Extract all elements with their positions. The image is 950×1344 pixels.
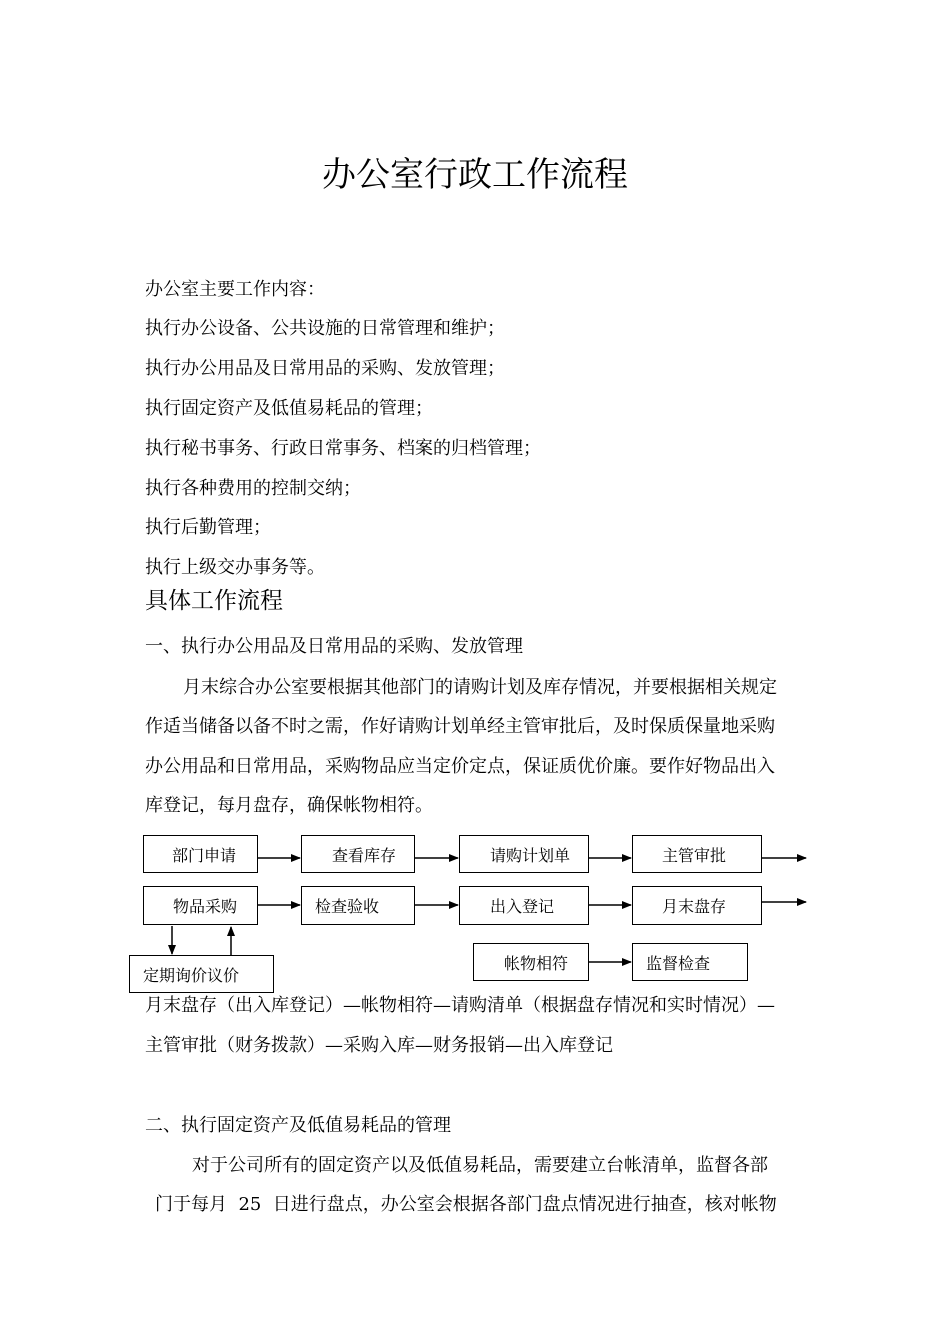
flow-box-in-out-registration: 出入登记 <box>459 886 589 925</box>
intro-item: 执行各种费用的控制交纳； <box>145 478 361 499</box>
flow-box-supervision-check: 监督检查 <box>632 943 748 981</box>
section1-paragraph-line: 作适当储备以备不时之需，作好请购计划单经主管审批后，及时保质保量地采购 <box>145 716 775 737</box>
flow-summary-line: 月末盘存（出入库登记）—帐物相符—请购清单（根据盘存情况和实时情况）— <box>145 995 775 1016</box>
flow-summary-line: 主管审批（财务拨款）—采购入库—财务报销—出入库登记 <box>145 1035 613 1056</box>
flow-box-supervisor-approval: 主管审批 <box>632 835 762 873</box>
section2-paragraph-line: 对于公司所有的固定资产以及低值易耗品，需要建立台帐清单，监督各部 <box>192 1155 768 1176</box>
flow-box-account-match: 帐物相符 <box>473 943 589 981</box>
flow-box-purchase-plan: 请购计划单 <box>459 835 589 873</box>
flow-box-inspection: 检查验收 <box>301 886 415 925</box>
intro-item: 执行后勤管理； <box>145 517 271 538</box>
section1-paragraph-line: 库登记，每月盘存，确保帐物相符。 <box>145 795 433 816</box>
section1-paragraph-line: 办公用品和日常用品，采购物品应当定价定点，保证质优价廉。要作好物品出入 <box>145 756 775 777</box>
intro-heading: 办公室主要工作内容： <box>145 279 325 300</box>
intro-item: 执行上级交办事务等。 <box>145 557 325 578</box>
flow-box-check-inventory: 查看库存 <box>301 835 415 873</box>
intro-item: 执行办公设备、公共设施的日常管理和维护； <box>145 318 505 339</box>
flow-box-periodic-price-inquiry: 定期询价议价 <box>129 955 274 993</box>
flow-box-department-request: 部门申请 <box>143 835 258 873</box>
page-title: 办公室行政工作流程 <box>322 155 628 195</box>
flow-box-item-purchase: 物品采购 <box>143 886 258 925</box>
intro-item: 执行固定资产及低值易耗品的管理； <box>145 398 433 419</box>
intro-item: 执行办公用品及日常用品的采购、发放管理； <box>145 358 505 379</box>
section2-paragraph-line: 门于每月 25 日进行盘点，办公室会根据各部门盘点情况进行抽查，核对帐物 <box>155 1194 777 1215</box>
flow-box-month-end-inventory: 月末盘存 <box>632 886 762 925</box>
section1-heading: 一、执行办公用品及日常用品的采购、发放管理 <box>145 636 523 657</box>
section2-heading: 二、执行固定资产及低值易耗品的管理 <box>145 1115 451 1136</box>
intro-item: 执行秘书事务、行政日常事务、档案的归档管理； <box>145 438 541 459</box>
section-heading: 具体工作流程 <box>145 588 283 614</box>
section1-paragraph-line: 月末综合办公室要根据其他部门的请购计划及库存情况，并要根据相关规定 <box>183 677 777 698</box>
